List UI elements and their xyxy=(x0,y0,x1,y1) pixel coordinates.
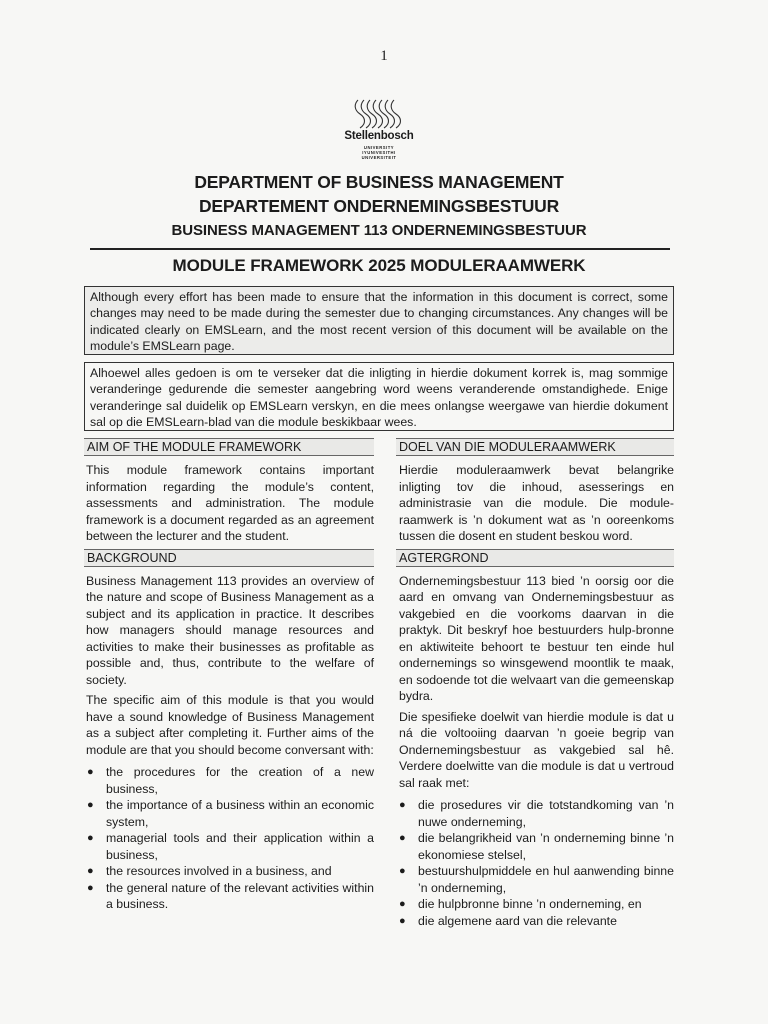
list-item: ● bestuurshulpmiddele en hul aanwending binne ’n onderneming, xyxy=(399,864,674,895)
section-heading: AGTERGROND xyxy=(396,549,674,567)
logo-sub-line: UNIVERSITEIT xyxy=(361,155,397,160)
section-heading: AIM OF THE MODULE FRAMEWORK xyxy=(84,438,374,456)
list-item: ● the general nature of the relevant activities within a business. xyxy=(87,880,374,911)
bullet-list xyxy=(84,764,374,913)
department-title-en: DEPARTMENT OF BUSINESS MANAGEMENT xyxy=(194,172,564,192)
list-item: ● the procedures for the creation of a new business, xyxy=(87,765,374,796)
bullet-icon: ● xyxy=(87,865,94,877)
logo-sub-line: UNIVERSITY xyxy=(363,145,395,150)
list-item: ● the resources involved in a business, and xyxy=(87,864,332,878)
course-title: BUSINESS MANAGEMENT 113 ONDERNEMINGSBESTUUR xyxy=(171,222,587,239)
section-heading: BACKGROUND xyxy=(84,549,374,567)
bullet-icon: ● xyxy=(87,881,94,894)
list-item: ● die prosedures vir die totstandkoming van ’n nuwe onderneming, xyxy=(399,798,674,829)
section-heading: DOEL VAN DIE MODULERAAMWERK xyxy=(396,438,674,456)
department-title-af: DEPARTEMENT ONDERNEMINGSBESTUUR xyxy=(198,196,560,216)
paragraph: Hierdie moduleraamwerk bevat belangrike inligting tov die inhoud, asesserings en administrasie van die module. Die module-raamwerk is ’n dokument wat as ’n ooreenkoms tussen die dosent en student beskou word. xyxy=(399,463,674,543)
notice-english: Although every effort has been made to ensure that the information in this document is correct, some changes may need to be made during the semester due to changing circumstances. Any changes will be indicated clearly on EMSLearn, and the most recent version of this document will be available on the module’s EMSLearn page. xyxy=(84,286,674,355)
framework-title: MODULE FRAMEWORK 2025 MODULERAAMWERK xyxy=(172,256,586,275)
list-item: ● the importance of a business within an economic system, xyxy=(87,798,374,829)
bullet-icon: ● xyxy=(87,766,94,778)
page-number: 1 xyxy=(380,48,388,64)
list-item: ● die hulpbronne binne ’n onderneming, en xyxy=(399,897,642,911)
list-item: ● managerial tools and their application within a business, xyxy=(87,831,374,862)
bullet-icon: ● xyxy=(399,898,406,910)
english-column xyxy=(84,438,374,913)
bullet-list xyxy=(396,797,674,929)
list-item: ● die algemene aard van die relevante xyxy=(399,913,617,928)
paragraph: The specific aim of this module is that you would have a sound knowledge of Business Management as a subject after completing it. Further aims of the module are that you should become conversant with: xyxy=(86,693,374,757)
paragraph: Business Management 113 provides an overview of the nature and scope of Business Management as a subject and its application in practice. It describes how managers should manage resources and activities to make their businesses as profitable as possible and, thus, contribute to the welfare of society. xyxy=(86,573,374,687)
bullet-icon: ● xyxy=(399,914,406,927)
paragraph: Die spesifieke doelwit van hierdie module is dat u ná die voltooiing daarvan ’n goeie begrip van Ondernemingsbestuur as vakgebied sal hê. Verdere doelwitte van die module is dat u vertroud sal raak met: xyxy=(399,709,674,790)
logo-sub-line: IYUNIVESITHI xyxy=(362,150,396,155)
afrikaans-column xyxy=(396,438,674,929)
bullet-icon: ● xyxy=(399,832,406,844)
paragraph: Ondernemingsbestuur 113 bied ’n oorsig oor die aard en omvang van Ondernemingsbestuur as vakgebied en die voorkoms daarvan in die praktyk. Dit beskryf hoe bestuurders hulp-bronne en aktiwiteite behoort te bestuur ten einde hul ondernemings so winsgewend moontlik te maak, en sodoende tot die welvaart van die gemeenskap bydra. xyxy=(399,573,674,703)
bullet-icon: ● xyxy=(399,799,406,811)
paragraph: This module framework contains important information regarding the module’s content, assessments and administration. The module framework is a document regarded as an agreement between the lecturer and the student. xyxy=(86,463,374,543)
divider xyxy=(90,248,670,250)
notice-afrikaans: Alhoewel alles gedoen is om te verseker dat die inligting in hierdie dokument korrek is, mag sommige veranderinge gedurende die semester aangebring word weens veranderende omstandighede. Enige veranderinge sal duidelik op EMSLearn verskyn, en die mees onlangse weergawe van hierdie dokument sal op die EMSLearn-blad van die module beskikbaar wees. xyxy=(84,362,674,431)
list-item: ● die belangrikheid van ’n onderneming binne ’n ekonomiese stelsel, xyxy=(399,831,674,862)
bullet-icon: ● xyxy=(87,832,94,844)
bullet-icon: ● xyxy=(399,865,406,877)
bullet-icon: ● xyxy=(87,799,94,811)
logo-university-name: Stellenbosch xyxy=(344,130,414,142)
